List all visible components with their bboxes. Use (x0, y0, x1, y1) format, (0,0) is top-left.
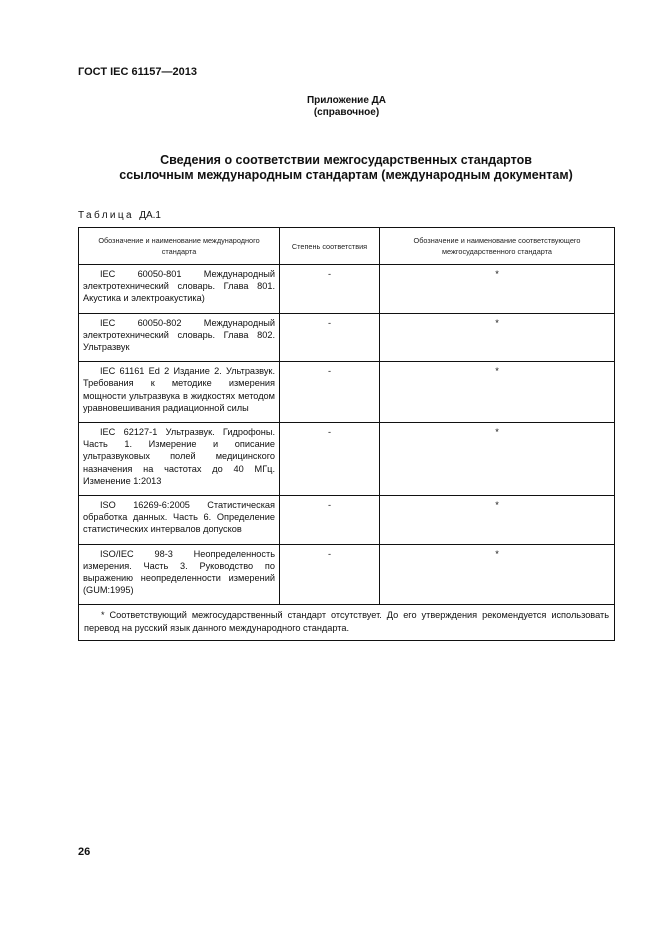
cell-degree: - (280, 362, 380, 423)
table-row (79, 362, 615, 423)
table-row (79, 265, 615, 314)
table-caption (78, 210, 161, 221)
appendix-type: (справочное) (313, 107, 380, 118)
table-caption-word: Таблица (78, 210, 135, 221)
cell-degree: - (280, 423, 380, 496)
title-line-2: ссылочным международным стандартам (международным документам) (119, 168, 573, 182)
cell-degree: - (280, 313, 380, 362)
page-number: 26 (78, 846, 91, 858)
header-interstate-standard: Обозначение и наименование соответствующего межгосударственного стандарта (380, 228, 615, 265)
cell-interstate-standard: * (380, 423, 615, 496)
cell-international-standard: IEC 62127-1 Ультразвук. Гидрофоны. Часть 1. Измерение и описание ультразвуковых полей медицинского назначения на частотах до 40 МГц. Изменение 1:2013 (79, 423, 280, 496)
table-footnote-row (79, 605, 615, 640)
cell-degree: - (280, 265, 380, 314)
cell-interstate-standard: * (380, 496, 615, 545)
cell-interstate-standard: * (380, 265, 615, 314)
table-header-row (79, 228, 615, 265)
cell-international-standard: IEC 61161 Ed 2 Издание 2. Ультразвук. Требования к методике измерения мощности ультразвука в жидкостях методом уравновешивания радиационной силы (79, 362, 280, 423)
table-caption-number: ДА.1 (139, 210, 161, 221)
cell-international-standard: ISO/IEC 98-3 Неопределенность измерения. Часть 3. Руководство по выражению неопределенности измерений (GUM:1995) (79, 544, 280, 605)
table-footnote: * Соответствующий межгосударственный стандарт отсутствует. До его утверждения рекомендуется использовать перевод на русский язык данного международного стандарта. (79, 605, 615, 640)
table-row (79, 313, 615, 362)
cell-degree: - (280, 544, 380, 605)
cell-international-standard: IEC 60050-801 Международный электротехнический словарь. Глава 801. Акустика и электроакустика) (79, 265, 280, 314)
cell-interstate-standard: * (380, 544, 615, 605)
cell-international-standard: ISO 16269-6:2005 Статистическая обработка данных. Часть 6. Определение статистических интервалов допусков (79, 496, 280, 545)
table-row (79, 423, 615, 496)
cell-interstate-standard: * (380, 362, 615, 423)
header-international-standard: Обозначение и наименование международного стандарта (79, 228, 280, 265)
page-title (0, 153, 661, 183)
title-line-1: Сведения о соответствии межгосударственных стандартов (160, 153, 532, 167)
header-degree: Степень соответствия (280, 228, 380, 265)
cell-degree: - (280, 496, 380, 545)
document-header: ГОСТ IEC 61157—2013 (78, 66, 197, 78)
cell-international-standard: IEC 60050-802 Международный электротехнический словарь. Глава 802. Ультразвук (79, 313, 280, 362)
table-row (79, 544, 615, 605)
appendix-label: Приложение ДА (306, 95, 387, 106)
correspondence-table (78, 227, 615, 641)
cell-interstate-standard: * (380, 313, 615, 362)
table-row (79, 496, 615, 545)
